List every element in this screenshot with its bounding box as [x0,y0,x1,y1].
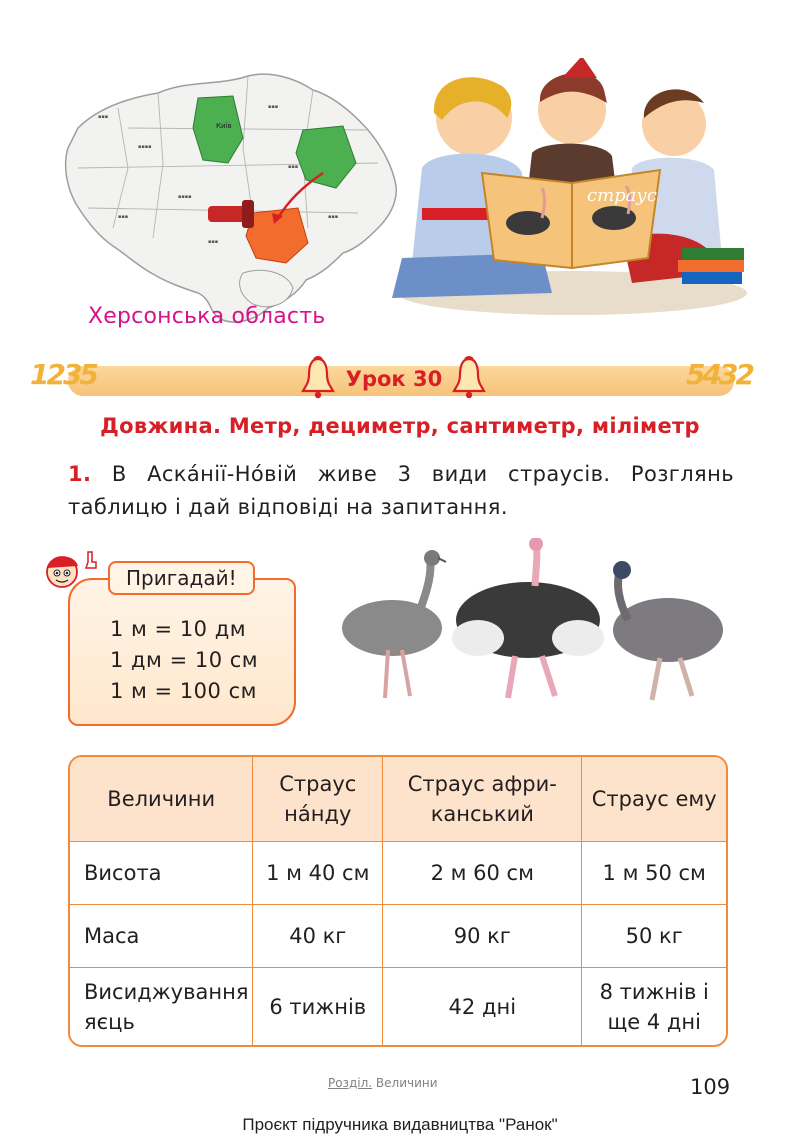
table-cell: 50 кг [582,904,726,967]
row-label: Висиджування яєць [70,967,253,1047]
svg-text:▪▪▪: ▪▪▪ [98,114,109,120]
table-cell: 2 м 60 см [383,841,582,904]
bell-icon [452,355,486,399]
table-cell: 42 дні [383,967,582,1047]
svg-text:▪▪▪: ▪▪▪ [208,239,219,245]
conversion-rule: 1 дм = 10 см [110,648,259,672]
footer-section-label: Розділ. [328,1076,373,1090]
table-cell: 90 кг [383,904,582,967]
children-reading-image [382,58,754,320]
svg-text:▪▪▪: ▪▪▪ [268,104,279,110]
table-cell: 6 тижнів [253,967,383,1047]
row-label: Маса [70,904,253,967]
table-cell: 1 м 40 см [253,841,383,904]
conversion-rule: 1 м = 10 дм [110,617,247,641]
remember-title: Пригадай! [108,561,255,595]
svg-text:▪▪▪▪: ▪▪▪▪ [178,194,192,200]
svg-text:▪▪▪: ▪▪▪ [288,164,299,170]
svg-text:▪▪▪: ▪▪▪ [118,214,129,220]
mascot-face-icon [44,548,102,590]
table-header-cell: Страус на́нду [253,757,383,841]
table-header-cell: Страус ему [582,757,726,841]
task-number: 1. [68,462,92,486]
table-header-cell: Страус афри-канський [383,757,582,841]
table-row [70,967,726,1047]
table-cell: 1 м 50 см [582,841,726,904]
table-header-row [70,757,726,841]
task-1 [68,458,734,524]
svg-text:▪▪▪: ▪▪▪ [328,214,339,220]
svg-text:▪▪▪▪: ▪▪▪▪ [138,144,152,150]
banner-decor-left: 1235 [30,358,96,391]
table-cell: 40 кг [253,904,383,967]
table-cell: 8 тижнів і ще 4 дні [582,967,726,1047]
ostriches-image [330,538,735,713]
table-row [70,904,726,967]
footer-section [328,1076,438,1090]
banner-decor-right: 5432 [686,358,752,391]
kyiv-map-label: Київ [216,122,232,130]
table-row [70,841,726,904]
row-label: Висота [70,841,253,904]
bell-icon [301,355,335,399]
conversion-rule: 1 м = 100 см [110,679,257,703]
footer-section-name: Величини [375,1076,438,1090]
ukraine-map-image [58,68,403,333]
region-caption: Херсонська область [88,304,326,329]
book-title-text: страус [587,185,657,206]
page-number: 109 [690,1075,731,1099]
task-text: В Аска́нії-Но́вій живе 3 види страусів. Розглянь таблицю і дай відповіді на запитання. [68,462,734,519]
lesson-label: Урок 30 [345,367,443,391]
ostrich-data-table [68,755,728,1047]
table-header-cell: Величини [70,757,253,841]
project-note: Проєкт підручника видавництва "Ранок" [242,1115,558,1134]
lesson-title: Довжина. Метр, дециметр, сантиметр, міліметр [100,414,700,438]
